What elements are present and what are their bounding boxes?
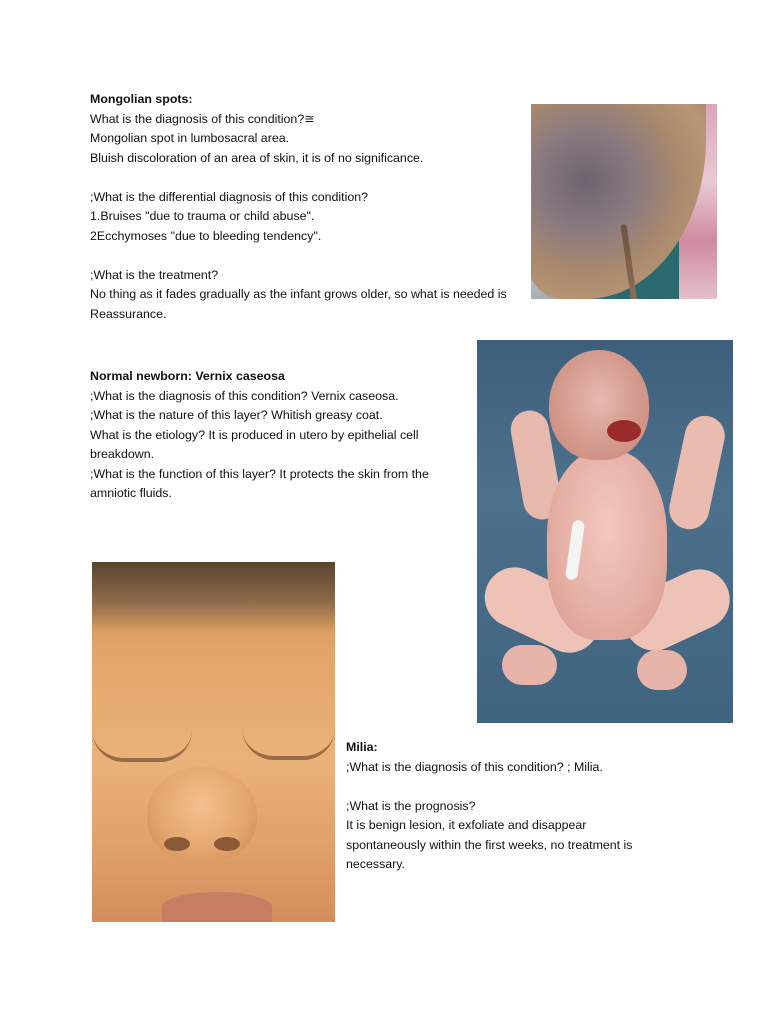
text-line: It is benign lesion, it exfoliate and disappear: [346, 818, 587, 832]
text-line: ;What is the treatment?: [90, 267, 219, 282]
text-line: amniotic fluids.: [90, 486, 172, 500]
text-line: necessary.: [346, 857, 405, 871]
text-line: ;What is the diagnosis of this condition? Vernix caseosa.: [90, 388, 399, 403]
text-line: Bluish discoloration of an area of skin, it is of no significance.: [90, 150, 424, 165]
text-line: 2Ecchymoses "due to bleeding tendency".: [90, 228, 322, 243]
text-line: Reassurance.: [90, 306, 167, 321]
milia-section: [346, 738, 633, 875]
text-line: ;What is the prognosis?: [346, 798, 476, 813]
mongolian-spot-photo: [531, 104, 717, 299]
text-line: What is the diagnosis of this condition?≅: [90, 111, 315, 126]
vernix-caseosa-section: [90, 367, 429, 504]
text-line: What is the etiology? It is produced in utero by epithelial cell: [90, 427, 419, 442]
text-line: No thing as it fades gradually as the infant grows older, so what is needed is: [90, 287, 507, 301]
vernix-caseosa-heading: Normal newborn: Vernix caseosa: [90, 369, 285, 383]
milia-photo: [92, 562, 335, 922]
text-line: ;What is the diagnosis of this condition? ; Milia.: [346, 759, 603, 774]
text-line: ;What is the function of this layer? It protects the skin from the: [90, 466, 429, 481]
vernix-caseosa-photo: [477, 340, 733, 723]
mongolian-spots-heading: Mongolian spots:: [90, 92, 193, 106]
text-line: ;What is the differential diagnosis of this condition?: [90, 189, 369, 204]
text-line: ;What is the nature of this layer? Whitish greasy coat.: [90, 408, 383, 422]
text-line: breakdown.: [90, 447, 155, 461]
text-line: Mongolian spot in lumbosacral area.: [90, 131, 290, 145]
milia-heading: Milia:: [346, 740, 378, 754]
mongolian-spots-section: [90, 90, 507, 324]
text-line: spontaneously within the first weeks, no treatment is: [346, 837, 633, 852]
text-line: 1.Bruises "due to trauma or child abuse".: [90, 209, 315, 223]
